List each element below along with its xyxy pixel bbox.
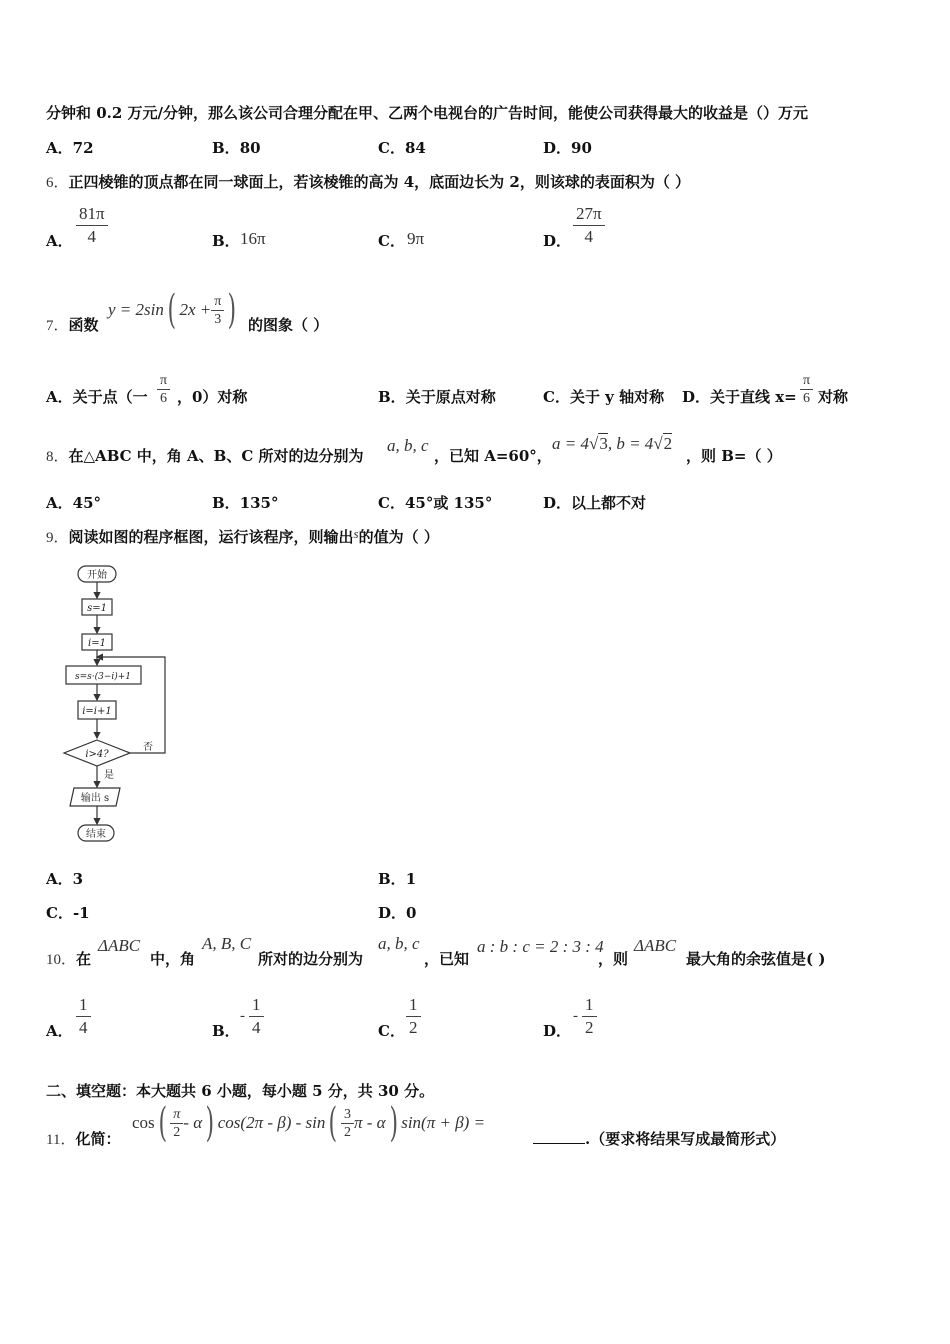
q7-a-post: ，0）对称 [177, 388, 248, 406]
q7-d-post: 对称 [818, 388, 849, 406]
q6-a-frac: $\frac{81\pi}{4}$ [76, 203, 108, 248]
q10-vars: a, b, c [378, 934, 420, 953]
q10-angles: A, B, C [202, 934, 252, 953]
q6-d-frac: $\frac{27\pi}{4}$ [573, 203, 605, 248]
q11-num: 11．化简： [46, 1130, 121, 1148]
q7-a-frac: $\frac{\pi}{6}$ [157, 372, 170, 407]
q7-option-a[interactable]: A．关于点（一 [46, 388, 148, 406]
q11-blank[interactable] [533, 1143, 585, 1144]
q10-option-c-label[interactable]: C． [378, 1022, 405, 1040]
q6-a-label[interactable]: A． [46, 232, 73, 250]
q6-d-label[interactable]: D． [543, 232, 572, 250]
q6-c-label[interactable]: C． [378, 232, 405, 250]
q8-condition: a = 4√3, b = 4√2 [552, 434, 673, 453]
q7-d-frac: $\frac{\pi}{6}$ [800, 372, 813, 407]
q9-option-d[interactable]: D．0 [378, 904, 417, 922]
q6-stem: 6．正四棱锥的顶点都在同一球面上，若该棱锥的高为 4，底面边长为 2，则该球的表面积为（ ） [46, 173, 691, 191]
q8-option-d[interactable]: D．以上都不对 [543, 494, 647, 512]
q10-triangle: ΔABC [98, 936, 141, 955]
q10-p4: ，已知 [424, 950, 470, 968]
flow-end-text: 结束 [86, 829, 106, 840]
q10-p6: 最大角的余弦值是( ) [686, 950, 826, 968]
flow-s-init-text: s=1 [87, 603, 107, 614]
q7-formula: y = 2sin( 2x + $\frac{\pi}{3}$ ) [108, 287, 237, 333]
q11-formula: cos( $\frac{\pi}{2}$ - α) cos(2π - β) - sin( $\frac{3}{2}$ π - α) sin(π + β) = [132, 1100, 486, 1146]
flow-inc-text: i=i+1 [82, 706, 112, 717]
q7-num: 7．函数 [46, 316, 99, 334]
flow-loop-text: s=s·(3−i)+1 [74, 672, 132, 682]
q5-option-d[interactable]: D．90 [543, 139, 592, 157]
q8-option-b[interactable]: B．135° [212, 494, 279, 512]
q5-stem-tail: 分钟和 0.2 万元/分钟，那么该公司合理分配在甲、乙两个电视台的广告时间，能使公司获得最大的收益是（）万元 [46, 104, 809, 122]
q7-option-b[interactable]: B．关于原点对称 [378, 388, 496, 406]
q7-option-c[interactable]: C．关于 y 轴对称 [543, 388, 665, 406]
q8-vars: a, b, c [387, 436, 429, 455]
q9-flowchart [60, 560, 180, 850]
q10-p3: 所对的边分别为 [258, 950, 364, 968]
q11-answer-area[interactable]: .（要求将结果写成最简形式） [533, 1128, 785, 1149]
q10-num: 10．在 [46, 950, 92, 968]
q10-option-b-label[interactable]: B． [212, 1022, 240, 1040]
flow-no-label: 否 [143, 742, 153, 753]
q6-b-label[interactable]: B． [212, 232, 240, 250]
q6-c-value: 9π [407, 229, 425, 248]
q9-option-c[interactable]: C．-1 [46, 904, 90, 922]
q10-option-d-value: - $\frac{1}{2}$ [573, 994, 597, 1039]
flow-output-text: 输出 s [80, 793, 110, 804]
q5-option-a[interactable]: A．72 [46, 139, 94, 157]
q8-stem-post: ，则 B=（ ） [686, 447, 782, 465]
q5-option-b[interactable]: B．80 [212, 139, 261, 157]
q8-option-c[interactable]: C．45°或 135° [378, 494, 493, 512]
q10-p2: 中，角 [150, 950, 196, 968]
q9-option-a[interactable]: A．3 [46, 870, 84, 888]
section2-heading: 二、填空题：本大题共 6 小题，每小题 5 分，共 30 分。 [46, 1082, 435, 1100]
q5-option-c[interactable]: C．84 [378, 139, 426, 157]
q7-option-d[interactable]: D．关于直线 x= [682, 388, 797, 406]
q10-option-a-value: $\frac{1}{4}$ [76, 994, 91, 1039]
flow-start-text: 开始 [87, 570, 107, 581]
q9-stem: 9．阅读如图的程序框图，运行该程序，则输出s的值为（ ） [46, 526, 439, 546]
q10-option-d-label[interactable]: D． [543, 1022, 572, 1040]
q8-option-a[interactable]: A．45° [46, 494, 102, 512]
q10-option-a-label[interactable]: A． [46, 1022, 73, 1040]
flow-yes-label: 是 [104, 770, 114, 781]
q10-ratio: a : b : c = 2 : 3 : 4 [477, 937, 604, 956]
q10-option-c-value: $\frac{1}{2}$ [406, 994, 421, 1039]
q6-b-value: 16π [240, 229, 266, 248]
q7-post: 的图象（ ） [248, 316, 329, 334]
flow-cond-text: i>4? [85, 749, 109, 760]
q10-option-b-value: - $\frac{1}{4}$ [240, 994, 264, 1039]
q10-triangle-2: ΔABC [634, 936, 677, 955]
q9-option-b[interactable]: B．1 [378, 870, 417, 888]
q8-stem-pre: 8．在△ABC 中，角 A、B、C 所对的边分别为 [46, 447, 364, 465]
q8-stem-mid: ，已知 A=60°， [434, 447, 552, 465]
q10-p5: ，则 [598, 950, 629, 968]
flow-i-init-text: i=1 [88, 638, 106, 649]
